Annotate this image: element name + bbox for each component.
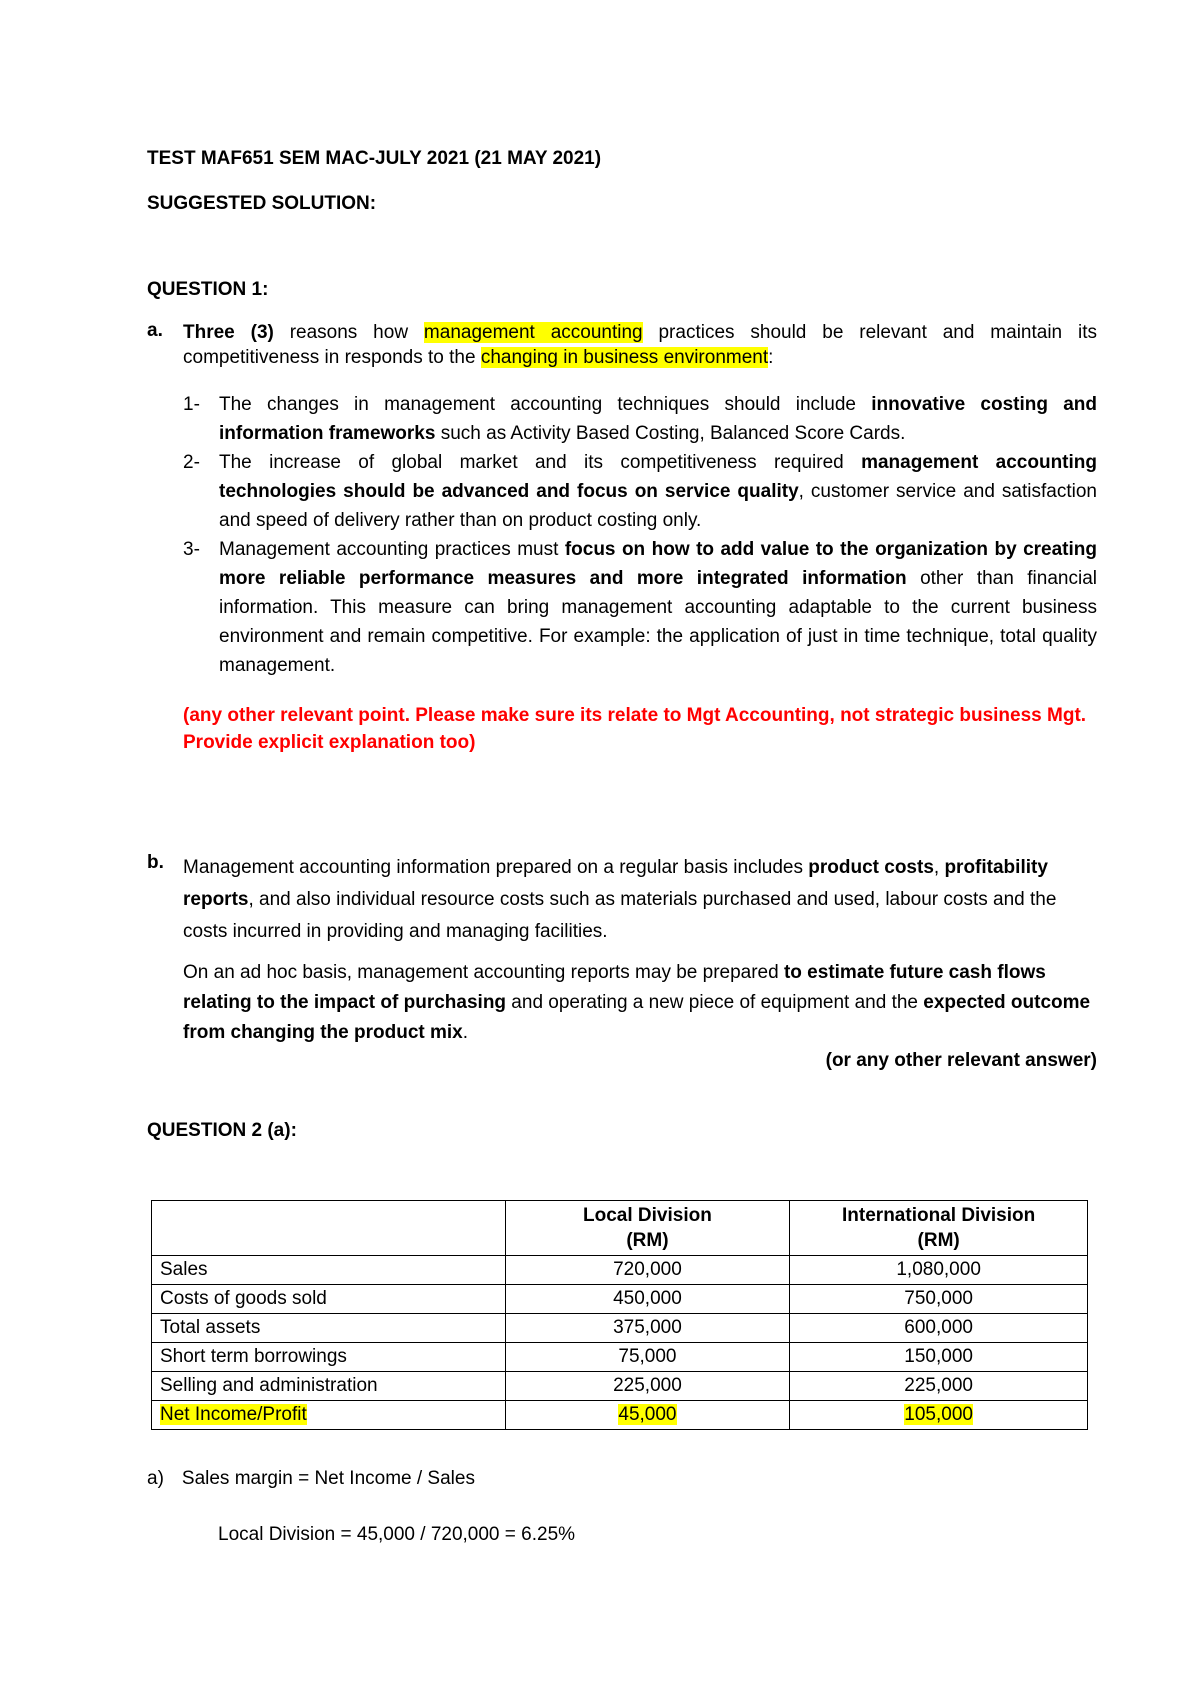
reason-item-2 [183, 448, 1097, 535]
question-1b [147, 852, 1097, 1072]
reason-bold: management accounting technologies should be advanced and focus on service quality [219, 452, 1097, 502]
reason-item-3 [183, 535, 1097, 680]
header-line: Local Division [583, 1205, 712, 1226]
question-1a [147, 320, 1097, 756]
table-header-local [505, 1201, 790, 1256]
question-2a-heading: QUESTION 2 (a): [147, 1120, 297, 1141]
cell-international: 225,000 [790, 1372, 1088, 1401]
highlight-management-accounting: management accounting [423, 322, 643, 343]
table-header-blank [152, 1201, 506, 1256]
local-division-calc: Local Division = 45,000 / 720,000 = 6.25% [218, 1524, 576, 1545]
row-label [152, 1401, 506, 1430]
cell-local: 720,000 [505, 1256, 790, 1285]
para-text: , and also individual resource costs such as materials purchased and used, labour costs and the costs incurred in providing and managing facilities. [183, 889, 1057, 942]
question-1-heading: QUESTION 1: [147, 279, 269, 300]
reason-item-1 [183, 390, 1097, 448]
reason-text: The increase of global market and its competitiveness required [219, 452, 862, 473]
cell-international [790, 1401, 1088, 1430]
sales-margin-line [147, 1468, 475, 1490]
header-line: (RM) [626, 1230, 669, 1251]
sales-margin-label: a) [147, 1468, 164, 1489]
intro-bold: Three (3) [183, 322, 274, 343]
para-text: , [933, 857, 945, 878]
highlight-net-income-local: 45,000 [618, 1404, 677, 1425]
question-1b-label: b. [147, 852, 164, 873]
table-row [152, 1285, 1088, 1314]
row-label: Selling and administration [152, 1372, 506, 1401]
row-label: Total assets [152, 1314, 506, 1343]
table-row [152, 1372, 1088, 1401]
division-table [151, 1200, 1088, 1430]
para-text: . [462, 1022, 469, 1043]
cell-local [505, 1401, 790, 1430]
para-bold: profitability reports [183, 857, 1048, 910]
cell-local: 75,000 [505, 1343, 790, 1372]
sales-margin-formula: Sales margin = Net Income / Sales [181, 1468, 475, 1489]
cell-local: 225,000 [505, 1372, 790, 1401]
header-line: (RM) [917, 1230, 960, 1251]
para-bold: to estimate future cash flows relating to the impact of purchasing [183, 962, 1046, 1013]
cell-international: 150,000 [790, 1343, 1088, 1372]
intro-text-2: practices should be relevant and maintain its competitiveness in responds to the [183, 322, 1097, 368]
highlight-net-income-label: Net Income/Profit [160, 1404, 307, 1425]
table-header-international [790, 1201, 1088, 1256]
table-row [152, 1314, 1088, 1343]
table-header-row [152, 1201, 1088, 1256]
reason-bold: focus on how to add value to the organization by creating more reliable performance measures and more integrated information [219, 539, 1098, 589]
reasons-list-wrap [183, 390, 1097, 680]
header-line: International Division [842, 1205, 1036, 1226]
question-1b-para-2 [183, 958, 1097, 1048]
para-bold: expected outcome from changing the product mix [183, 992, 1091, 1043]
reason-bold: innovative costing and information frameworks [219, 394, 1097, 444]
para-text: On an ad hoc basis, management accounting reports may be prepared [183, 962, 784, 983]
document-subtitle: SUGGESTED SOLUTION: [147, 193, 377, 214]
question-1a-intro [183, 320, 1097, 370]
reasons-list [183, 390, 1097, 680]
para-text: and operating a new piece of equipment and the [506, 992, 924, 1013]
reason-text: other than financial information. This measure can bring management accounting adaptable to the current business environment and remain competitive. For example: the application of just in time technique, total quality management. [219, 568, 1097, 676]
highlight-business-environment: changing in business environment [480, 347, 769, 368]
table-row [152, 1343, 1088, 1372]
reason-number: 1- [183, 394, 200, 415]
question-1a-note: (any other relevant point. Please make sure its relate to Mgt Accounting, not strategic business Mgt. Provide explicit explanation too) [183, 705, 1087, 753]
cell-international: 600,000 [790, 1314, 1088, 1343]
reason-text: such as Activity Based Costing, Balanced Score Cards. [435, 423, 906, 444]
intro-text-3: : [768, 347, 774, 368]
reason-text: , customer service and satisfaction and speed of delivery rather than on product costing only. [219, 481, 1097, 531]
question-1a-label: a. [147, 320, 163, 341]
cell-international: 1,080,000 [790, 1256, 1088, 1285]
row-label: Costs of goods sold [152, 1285, 506, 1314]
reason-number: 2- [183, 452, 200, 473]
reason-text: Management accounting practices must [219, 539, 565, 560]
row-label: Sales [152, 1256, 506, 1285]
cell-local: 450,000 [505, 1285, 790, 1314]
cell-local: 375,000 [505, 1314, 790, 1343]
question-1b-para-1 [183, 852, 1097, 948]
highlight-net-income-international: 105,000 [904, 1404, 973, 1425]
cell-international: 750,000 [790, 1285, 1088, 1314]
intro-text-1: reasons how [273, 322, 424, 343]
para-text: Management accounting information prepared on a regular basis includes [183, 857, 809, 878]
table-row-net-income [152, 1401, 1088, 1430]
table-row [152, 1256, 1088, 1285]
question-1b-note: (or any other relevant answer) [825, 1050, 1097, 1071]
reason-text: The changes in management accounting techniques should include [219, 394, 872, 415]
document-title: TEST MAF651 SEM MAC-JULY 2021 (21 MAY 2021) [147, 148, 602, 169]
para-bold: product costs [808, 857, 934, 878]
row-label: Short term borrowings [152, 1343, 506, 1372]
reason-number: 3- [183, 539, 200, 560]
